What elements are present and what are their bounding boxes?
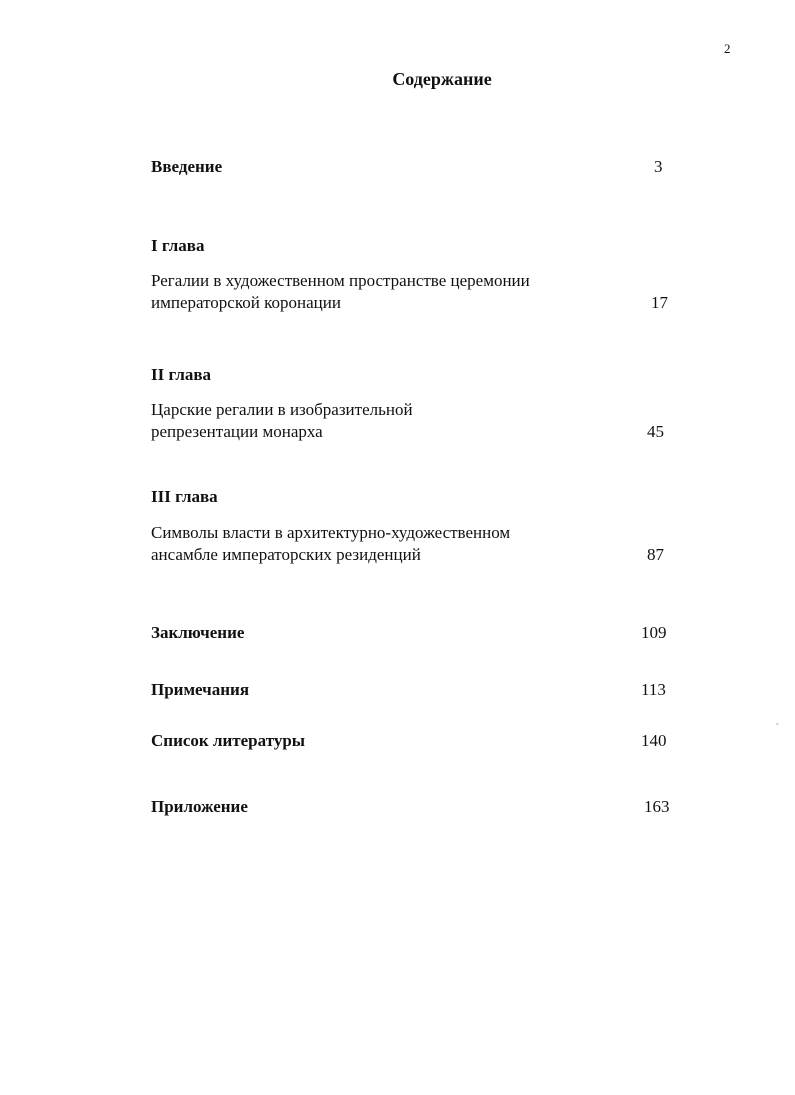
chapter3-heading: III глава [151,487,218,506]
chapter1-heading: I глава [151,236,205,255]
chapter2-title-line1: Царские регалии в изобразительной [151,400,413,419]
toc-entry-conclusion: Заключение [151,623,245,642]
chapter3-title-line2: ансамбле императорских резиденций [151,545,421,564]
toc-page-chapter2: 45 [647,422,664,441]
toc-title: Содержание [392,69,492,89]
toc-page-chapter3: 87 [647,545,664,564]
toc-page-notes: 113 [641,680,666,699]
scan-speck-mark: ˜ [776,722,779,731]
page-number: 2 [724,41,731,56]
chapter1-title-line1: Регалии в художественном пространстве церемонии [151,271,530,290]
chapter2-heading: II глава [151,365,212,384]
toc-entry-bibliography: Список литературы [151,731,306,750]
toc-page-appendix: 163 [644,797,670,816]
toc-page-intro: 3 [654,157,663,176]
chapter3-title [151,522,510,566]
chapter3-title-line1: Символы власти в архитектурно-художественном [151,523,511,542]
chapter2-title-line2: репрезентации монарха [151,422,323,441]
toc-entry-appendix: Приложение [151,797,248,816]
toc-page-bibliography: 140 [641,731,667,750]
toc-entry-notes: Примечания [151,680,250,699]
chapter1-title [151,270,530,314]
toc-page-chapter1: 17 [651,293,668,312]
chapter1-title-line2: императорской коронации [151,293,341,312]
toc-entry-intro: Введение [151,157,223,176]
toc-page-conclusion: 109 [641,623,667,642]
chapter2-title [151,399,413,443]
